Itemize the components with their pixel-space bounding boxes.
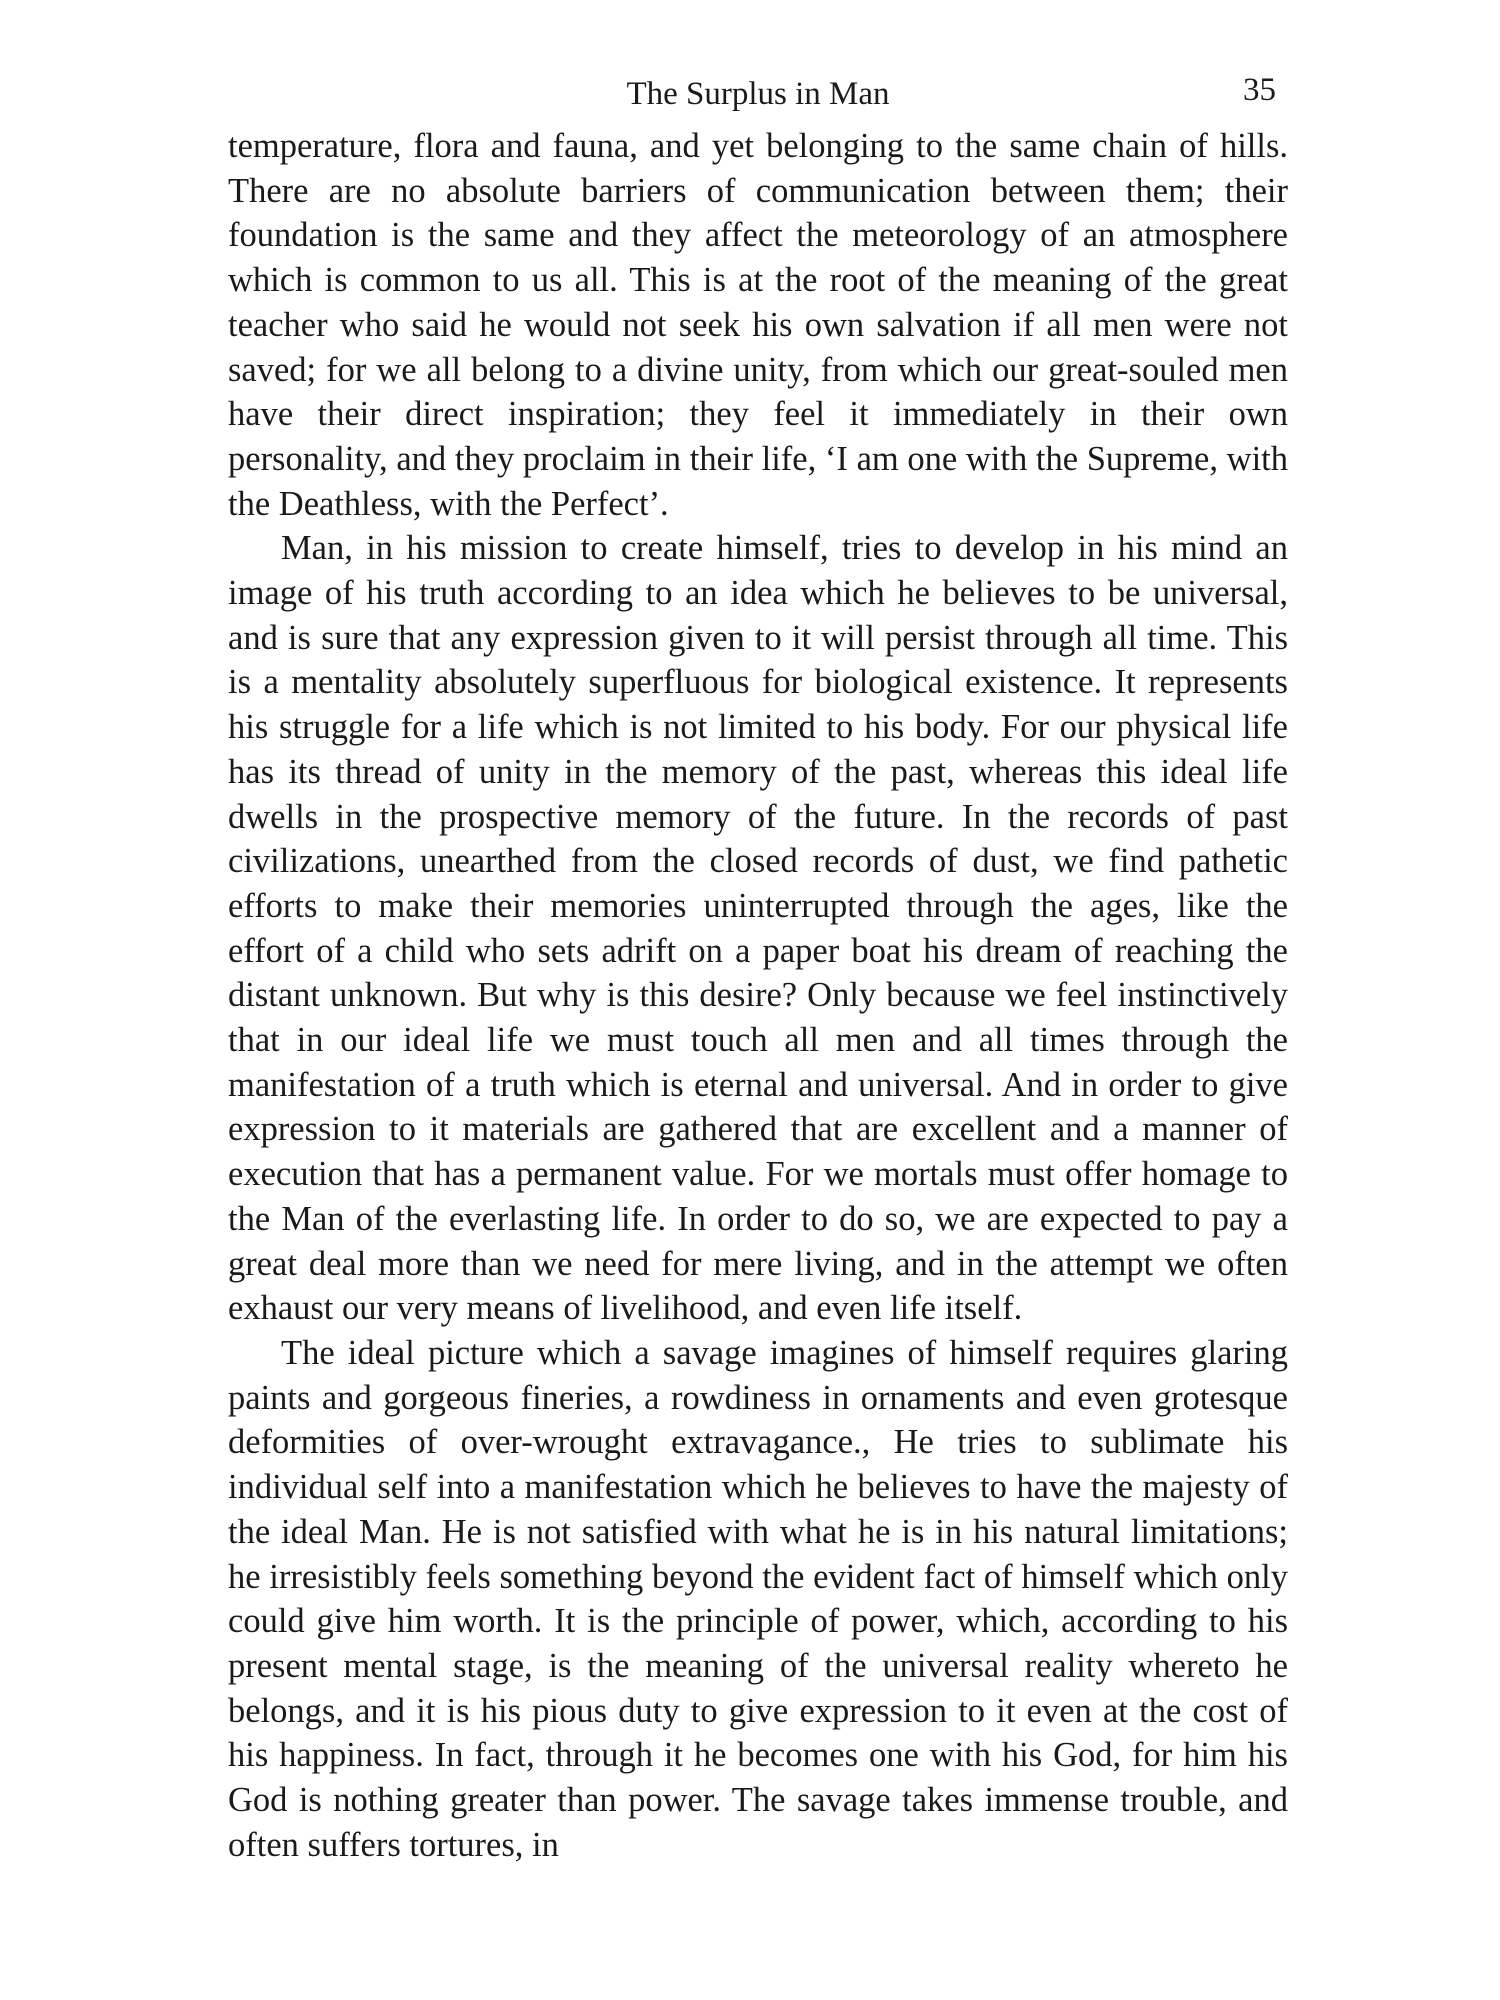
paragraph-continued: temperature, flora and fauna, and yet belonging to the same chain of hills. There are no absolute barriers of communication between them; their foundation is the same and they affect the meteorology of an atmosphere which is common to us all. This is at the root of the meaning of the great teacher who said he would not seek his own salvation if all men were not saved; for we all belong to a divine unity, from which our great-souled men have their direct inspiration; they feel it immediately in their own personality, and they proclaim in their life, ‘I am one with the Supreme, with the Deathless, with the Perfect’. <box>228 127 1288 523</box>
page-number: 35 <box>1243 72 1276 108</box>
paragraph: The ideal picture which a savage imagines of himself requires glaring paints and gorgeous fineries, a rowdiness in ornaments and even grotesque deformities of over-wrought extravagance., He tries to sublimate his individual self into a manifestation which he believes to have the majesty of the ideal Man. He is not satisfied with what he is in his natural limitations; he irresistibly feels something beyond the evident fact of himself which only could give him worth. It is the principle of power, which, according to his present mental stage, is the meaning of the universal reality whereto he belongs, and it is his pious duty to give expression to it even at the cost of his happiness. In fact, through it he becomes one with his God, for him his God is nothing greater than power. The savage takes immense trouble, and often suffers tortures, in <box>228 1333 1288 1864</box>
paragraph: Man, in his mission to create himself, tries to develop in his mind an image of his truth according to an idea which he believes to be universal, and is sure that any expression given to it will persist through all time. This is a mentality absolutely superfluous for biological existence. It represents his struggle for a life which is not limited to his body. For our physical life has its thread of unity in the memory of the past, whereas this ideal life dwells in the prospective memory of the future. In the records of past civilizations, unearthed from the closed records of dust, we find pathetic efforts to make their memories uninterrupted through the ages, like the effort of a child who sets adrift on a paper boat his dream of reaching the distant unknown. But why is this desire? Only because we feel instinctively that in our ideal life we must touch all men and all times through the manifestation of a truth which is eternal and universal. And in order to give expression to it materials are gathered that are excellent and a manner of execution that has a permanent value. For we mortals must offer homage to the Man of the everlasting life. In order to do so, we are expected to pay a great deal more than we need for mere living, and in the attempt we often exhaust our very means of livelihood, and even life itself. <box>228 529 1288 1328</box>
body-text <box>228 124 1288 1867</box>
running-head <box>228 72 1288 124</box>
book-page <box>228 72 1288 1867</box>
running-title: The Surplus in Man <box>626 76 890 112</box>
